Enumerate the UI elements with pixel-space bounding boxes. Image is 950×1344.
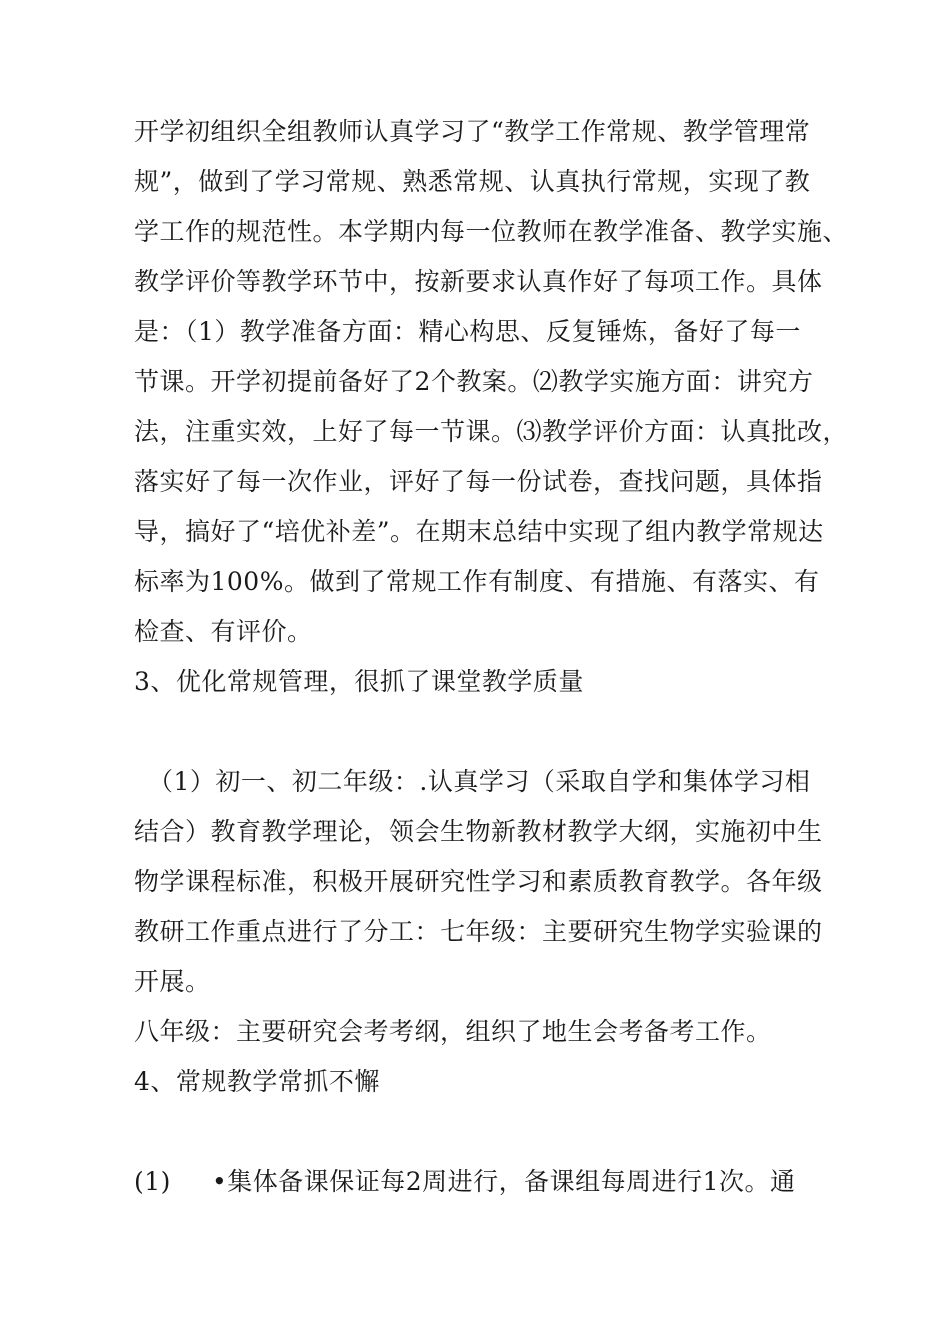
- paragraph-line: 教研工作重点进行了分工：七年级：主要研究生物学实验课的: [134, 917, 823, 946]
- section-heading-3: 3、优化常规管理，很抓了课堂教学质量: [134, 667, 584, 696]
- paragraph-line: 结合）教育教学理论，领会生物新教材教学大纲，实施初中生: [134, 817, 823, 846]
- paragraph-line: 法，注重实效，上好了每一节课。⑶教学评价方面：认真批改，: [134, 417, 849, 446]
- paragraph-line: 检查、有评价。: [134, 617, 313, 646]
- list-item-marker: (1): [134, 1167, 171, 1196]
- list-item-text: •集体备课保证每2周进行，备课组每周进行1次。通: [212, 1167, 796, 1196]
- paragraph-line: 开学初组织全组教师认真学习了“教学工作常规、教学管理常: [134, 117, 811, 146]
- paragraph-line: 节课。开学初提前备好了2个教案。⑵教学实施方面：讲究方: [134, 367, 814, 396]
- paragraph-line: 规”，做到了学习常规、熟悉常规、认真执行常规，实现了教: [134, 167, 811, 196]
- paragraph-line: 落实好了每一次作业，评好了每一份试卷，查找问题，具体指: [134, 467, 823, 496]
- section-heading-4: 4、常规教学常抓不懈: [134, 1067, 380, 1096]
- paragraph-line: 导，搞好了“培优补差”。在期末总结中实现了组内教学常规达: [134, 517, 824, 546]
- paragraph-line: 物学课程标准，积极开展研究性学习和素质教育教学。各年级: [134, 867, 823, 896]
- paragraph-line: 八年级：主要研究会考考纲，组织了地生会考备考工作。: [134, 1017, 772, 1046]
- paragraph-line: （1）初一、初二年级：.认真学习（采取自学和集体学习相: [148, 767, 811, 796]
- paragraph-line: 教学评价等教学环节中，按新要求认真作好了每项工作。具体: [134, 267, 823, 296]
- paragraph-line: 标率为100%。做到了常规工作有制度、有措施、有落实、有: [134, 567, 820, 596]
- paragraph-line: 开展。: [134, 967, 211, 996]
- list-item: [134, 1165, 796, 1199]
- paragraph-line: 是：（1）教学准备方面：精心构思、反复锤炼，备好了每一: [134, 317, 801, 346]
- paragraph-line: 学工作的规范性。本学期内每一位教师在教学准备、教学实施、: [134, 217, 849, 246]
